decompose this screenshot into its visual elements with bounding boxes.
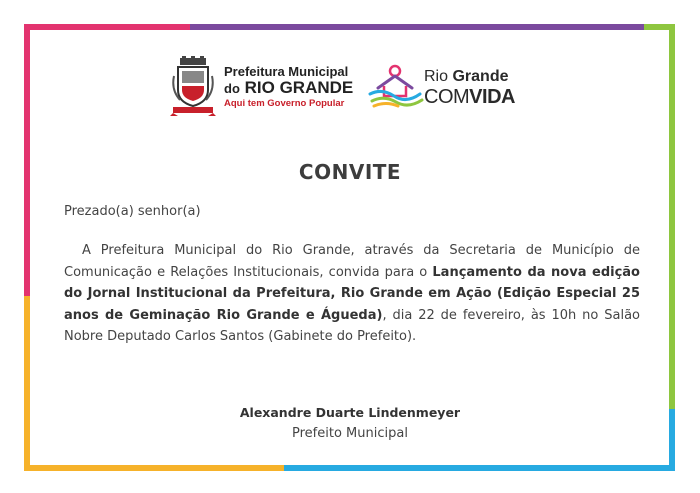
rio-grande-com-vida-text bbox=[424, 68, 515, 108]
rg-logo-line1 bbox=[424, 68, 515, 86]
frame-bottom-blue bbox=[284, 465, 675, 471]
rg-logo-line2 bbox=[424, 86, 515, 108]
invitation-body bbox=[64, 240, 640, 348]
rio-grande-com-vida-mark-icon bbox=[368, 64, 424, 108]
signer-name: Alexandre Duarte Lindenmeyer bbox=[239, 405, 461, 420]
rg-logo-rio: Rio bbox=[424, 68, 449, 85]
rg-logo-grande: Grande bbox=[452, 68, 509, 85]
frame-bottom-yellow bbox=[24, 465, 284, 471]
prefeitura-logo-city: RIO GRANDE bbox=[244, 78, 354, 97]
invitation-title: CONVITE bbox=[298, 160, 402, 184]
body-text-part2: , dia 22 de fevereiro, às 10h no Salão Nobre Deputado Carlos Santos (Gabinete do Prefeito). bbox=[64, 307, 640, 344]
prefeitura-logo-line2 bbox=[224, 79, 353, 98]
frame-right-green bbox=[669, 24, 675, 409]
prefeitura-logo-do: do bbox=[224, 81, 240, 96]
rg-logo-vida: VIDA bbox=[469, 86, 515, 108]
greeting: Prezado(a) senhor(a) bbox=[64, 204, 201, 219]
prefeitura-logo-tagline: Aqui tem Governo Popular bbox=[224, 98, 345, 109]
rio-grande-com-vida-logo bbox=[368, 64, 538, 112]
rg-logo-com: COM bbox=[424, 86, 470, 108]
body-highlight: Lançamento da nova edição do Jornal Institucional da Prefeitura, Rio Grande em Ação (Edição Especial 25 anos de Geminação Rio Grande e Águeda) bbox=[64, 264, 640, 323]
frame-left-yellow bbox=[24, 296, 30, 471]
frame-top-purple bbox=[190, 24, 644, 30]
frame-top-pink bbox=[24, 24, 190, 30]
signer-role: Prefeito Municipal bbox=[292, 426, 408, 441]
body-text-part1: A Prefeitura Municipal do Rio Grande, através da Secretaria de Município de Comunicação e Relações Institucionais, convida para o bbox=[64, 243, 640, 280]
prefeitura-logo-text bbox=[224, 64, 353, 110]
city-coat-of-arms-icon bbox=[170, 56, 216, 118]
prefeitura-logo-line1: Prefeitura Municipal bbox=[224, 64, 349, 79]
prefeitura-logo bbox=[170, 56, 354, 118]
